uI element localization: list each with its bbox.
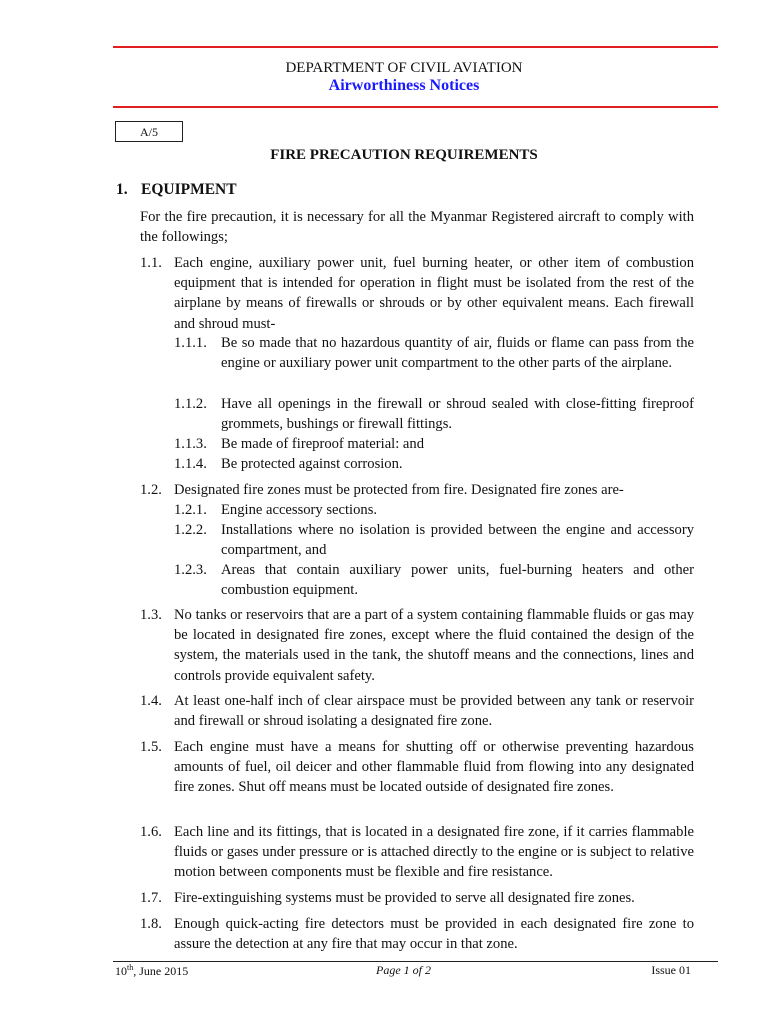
item-text: Each engine must have a means for shutting off or otherwise preventing hazardous amounts of fuel, oil deicer and other flammable fluid from flowing into any designated fire zones. Shut off means must be located outside of designated fire zones. [174,739,694,796]
list-item [140,691,694,731]
section-number: 1. [116,181,128,198]
footer-date-suffix: th [127,963,134,972]
sub-list-item [174,394,694,434]
sub-list-item [174,500,694,520]
list-item [140,480,694,500]
item-number: 1.2. [140,482,162,498]
subitem-text: Have all openings in the firewall or shroud sealed with close-fitting fireproof grommets, bushings or firewall fittings. [221,396,694,433]
list-item [140,737,694,798]
item-text: Designated fire zones must be protected from fire. Designated fire zones are- [174,482,624,498]
subitem-number: 1.1.3. [174,436,207,452]
item-text: At least one-half inch of clear airspace must be provided between any tank or reservoir and firewall or shroud isolating a designated fire zone. [174,693,694,730]
sub-list-item [174,454,694,474]
item-number: 1.7. [140,890,162,906]
item-number: 1.3. [140,607,162,623]
subitem-number: 1.2.1. [174,502,207,518]
sub-list-item [174,434,694,454]
reference-box: A/5 [115,121,183,142]
section-title: EQUIPMENT [141,181,237,198]
subitem-number: 1.1.4. [174,456,207,472]
item-number: 1.5. [140,739,162,755]
publication-title: Airworthiness Notices [328,77,480,94]
list-item [140,888,694,908]
subitem-text: Installations where no isolation is provided between the engine and accessory compartment, and [221,522,694,559]
subitem-text: Engine accessory sections. [221,502,378,518]
subitem-text: Areas that contain auxiliary power units, fuel-burning heaters and other combustion equipment. [221,562,694,599]
footer-date-day: 10 [115,964,127,978]
footer-page-number: Page 1 of 2 [376,963,431,977]
list-item [140,253,694,334]
item-text: Enough quick-acting fire detectors must be provided in each designated fire zone to assure the detection at any fire that may occur in that zone. [174,916,694,953]
sub-list-item [174,520,694,560]
subitem-text: Be so made that no hazardous quantity of air, fluids or flame can pass from the engine or auxiliary power unit compartment to the other parts of the airplane. [221,335,694,372]
item-text: No tanks or reservoirs that are a part of a system containing flammable fluids or gas may be located in designated fire zones, except where the fluid contained the design of the system, the materials used in the tank, the shutoff means and the connections, lines and controls provide equivalent safety. [174,607,694,684]
list-item [140,822,694,883]
header-bottom-rule [113,106,718,108]
list-item [140,605,694,686]
header-top-rule [113,46,718,48]
footer-date-rest: , June 2015 [133,964,189,978]
intro-paragraph: For the fire precaution, it is necessary for all the Myanmar Registered aircraft to comply with the followings; [140,209,694,246]
item-text: Each engine, auxiliary power unit, fuel burning heater, or other item of combustion equipment that is intended for operation in flight must be isolated from the rest of the airplane by means of firewalls or shrouds or by other equivalent means. Each firewall and shroud must- [174,255,694,332]
subitem-text: Be made of fireproof material: and [221,436,425,452]
footer-rule [113,961,718,962]
item-number: 1.4. [140,693,162,709]
department-name: DEPARTMENT OF CIVIL AVIATION [285,60,523,76]
subitem-text: Be protected against corrosion. [221,456,403,472]
document-title: FIRE PRECAUTION REQUIREMENTS [270,147,538,163]
subitem-number: 1.2.3. [174,562,207,578]
subitem-number: 1.2.2. [174,522,207,538]
footer-issue: Issue 01 [651,963,691,977]
item-text: Fire-extinguishing systems must be provided to serve all designated fire zones. [174,890,635,906]
sub-list-item [174,560,694,600]
sub-list-item [174,333,694,373]
section-heading [116,181,237,199]
list-item [140,914,694,954]
item-number: 1.8. [140,916,162,932]
subitem-number: 1.1.1. [174,335,207,351]
subitem-number: 1.1.2. [174,396,207,412]
item-number: 1.6. [140,824,162,840]
footer-date [115,963,188,979]
item-number: 1.1. [140,255,162,271]
item-text: Each line and its fittings, that is located in a designated fire zone, if it carries flammable fluids or gases under pressure or is attached directly to the engine or is subject to relative motion between components must be flexible and fire resistance. [174,824,694,881]
